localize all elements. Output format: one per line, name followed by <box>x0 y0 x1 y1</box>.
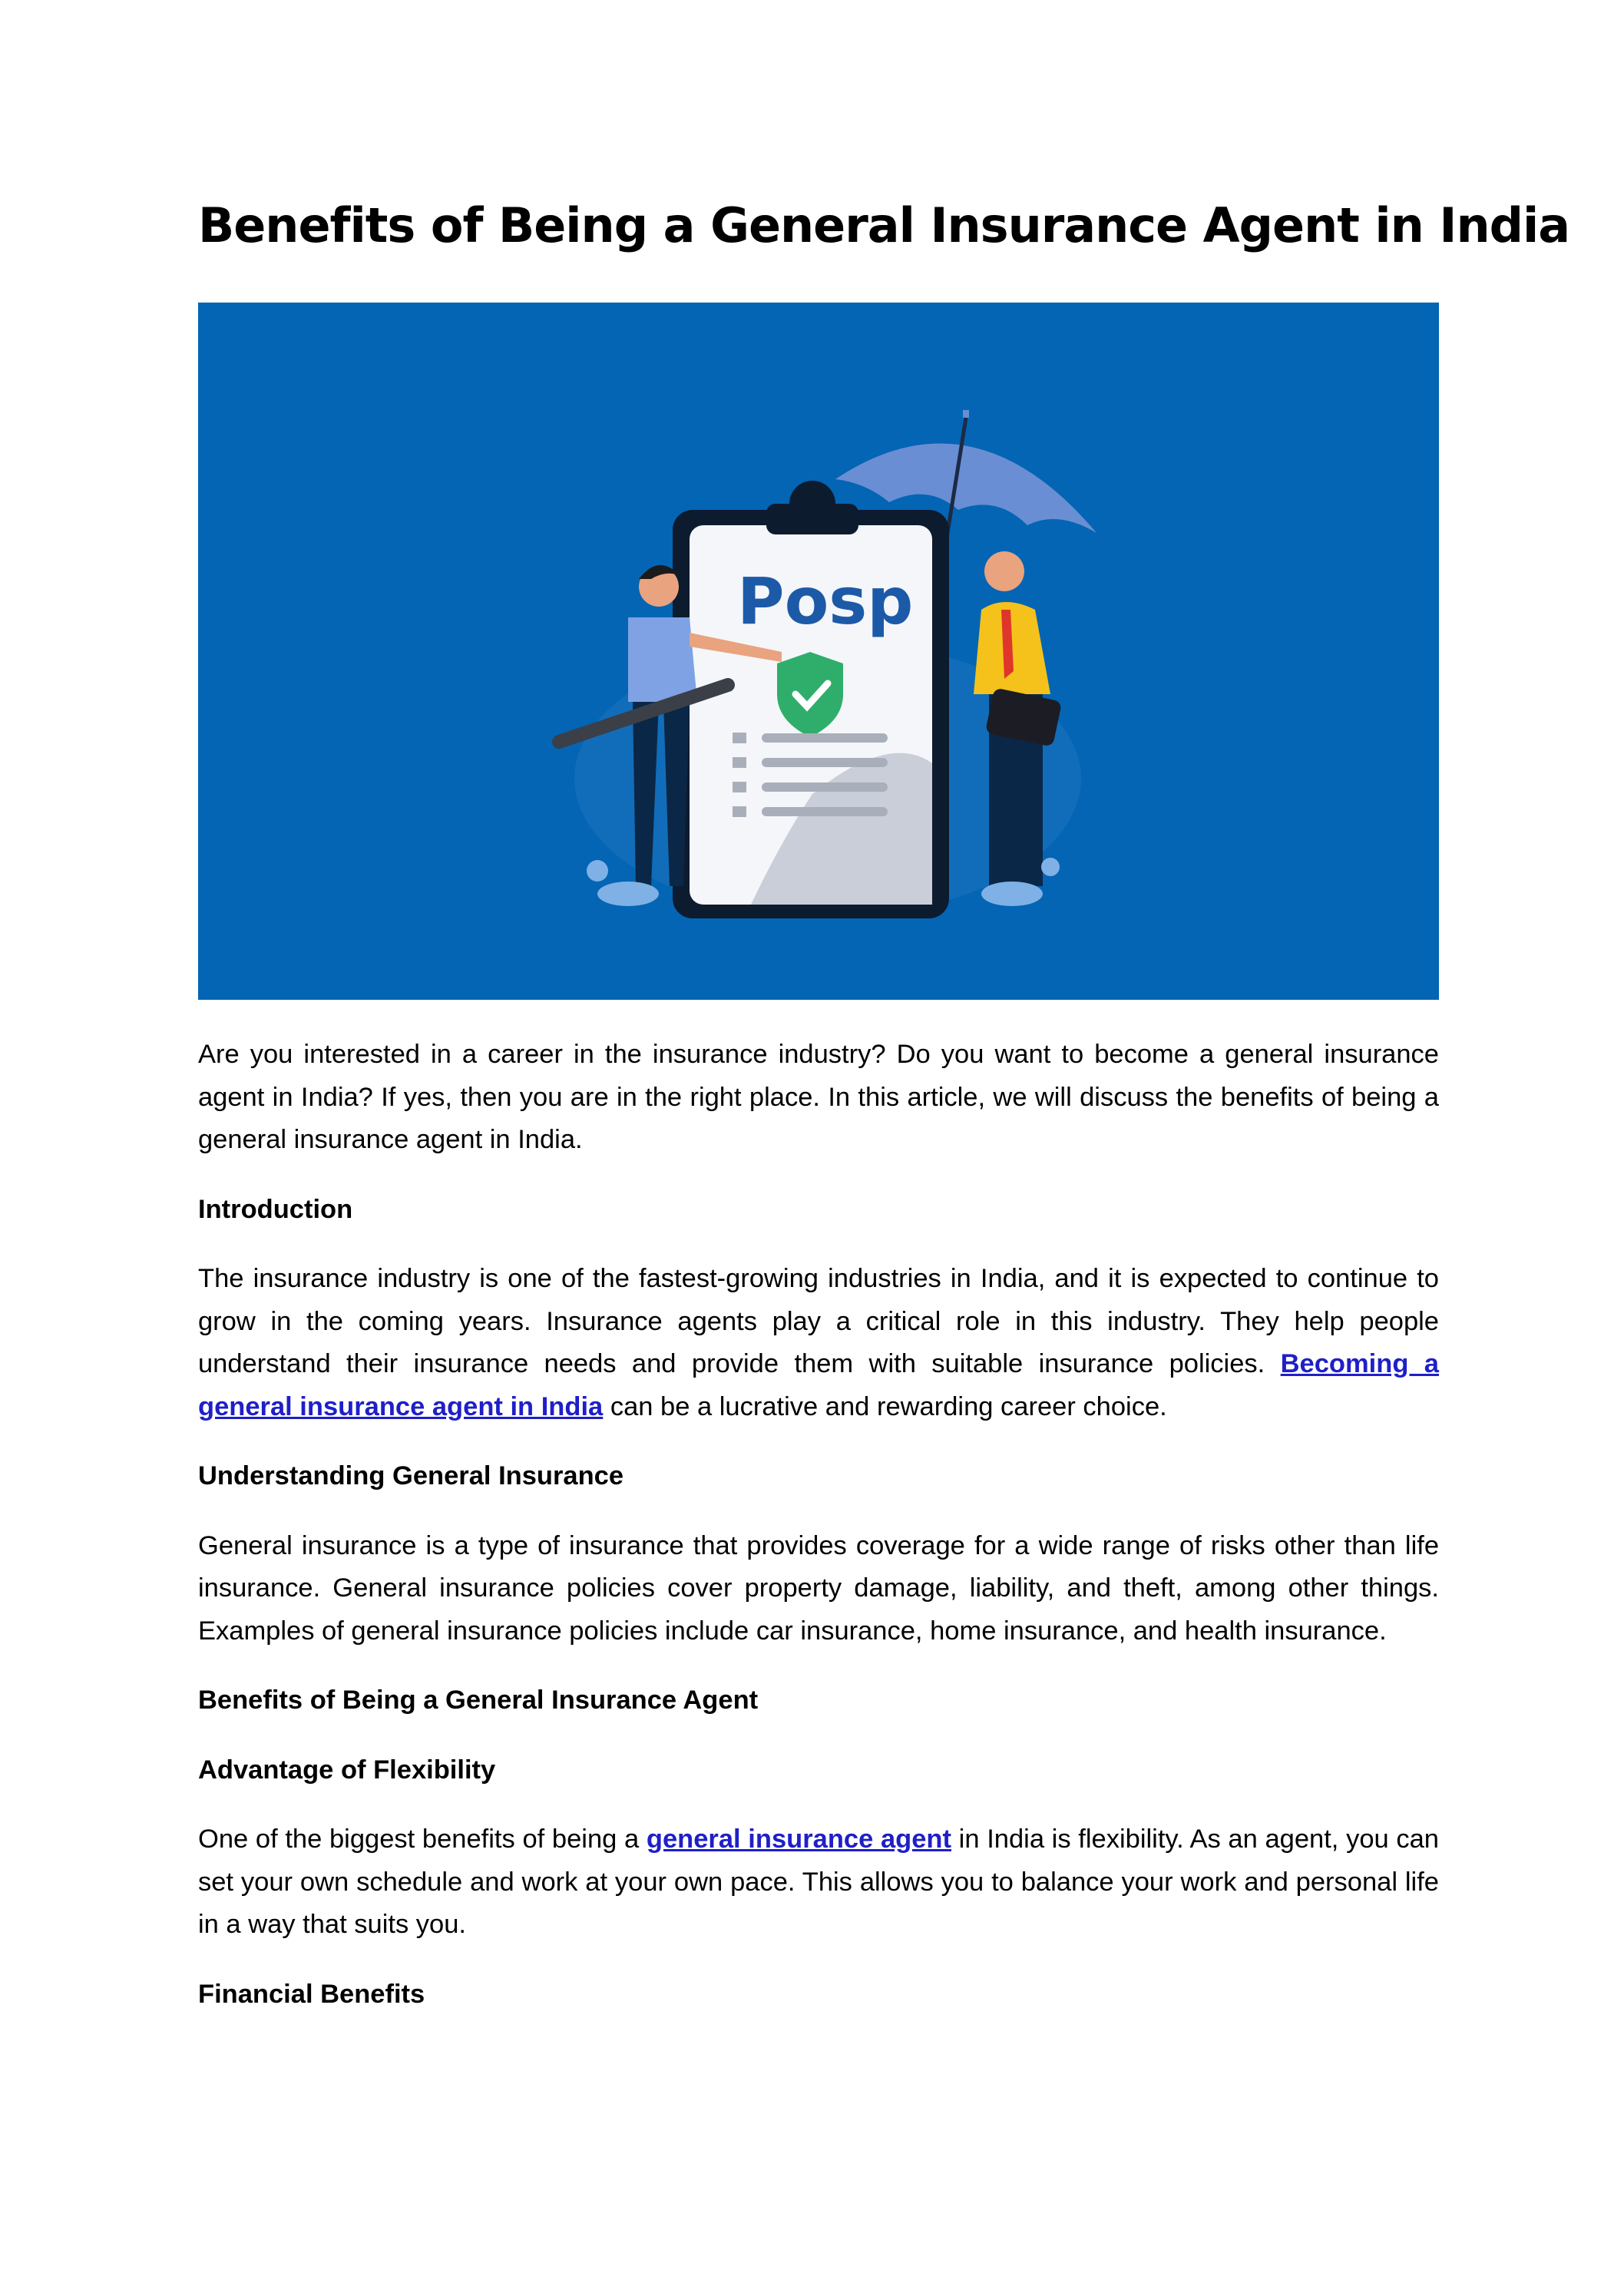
general-insurance-agent-link[interactable]: general insurance agent <box>646 1825 951 1854</box>
understanding-paragraph: General insurance is a type of insurance that provides coverage for a wide range of risks other than life insurance. General insurance policies cover property damage, liability, and theft, among other things. Examples of general insurance policies include car insurance, home insurance, and health insurance. <box>198 1530 1439 1646</box>
introduction-text-end: can be a lucrative and rewarding career choice. <box>603 1391 1167 1421</box>
benefits-heading: Benefits of Being a General Insurance Agent <box>198 1686 759 1715</box>
understanding-heading: Understanding General Insurance <box>198 1461 624 1490</box>
introduction-heading: Introduction <box>198 1194 353 1224</box>
article-body <box>198 1034 1439 2043</box>
financial-heading: Financial Benefits <box>198 1979 425 2009</box>
posp-illustration <box>198 303 1439 1000</box>
hero-illustration <box>198 303 1439 1000</box>
flexibility-heading: Advantage of Flexibility <box>198 1755 496 1785</box>
becoming-agent-link[interactable]: Becoming a general insurance agent in India <box>198 1349 1439 1421</box>
flexibility-text: One of the biggest benefits of being a <box>198 1825 647 1854</box>
article-title: Benefits of Being a General Insurance Agent in India <box>198 197 1570 253</box>
introduction-text: The insurance industry is one of the fastest-growing industries in India, and it is expected to continue to grow in the coming years. Insurance agents play a critical role in this industry. They help people understand their insurance needs and provide them with suitable insurance policies. <box>198 1264 1439 1378</box>
introduction-paragraph <box>198 1258 1439 1428</box>
clipboard-text: Posp <box>737 564 914 639</box>
intro-paragraph: Are you interested in a career in the insurance industry? Do you want to become a general insurance agent in India? If yes, then you are in the right place. In this article, we will discuss the benefits of being a general insurance agent in India. <box>198 1040 1439 1154</box>
flexibility-paragraph <box>198 1818 1439 1947</box>
flexibility-text-end: in India is flexibility. As an agent, you can set your own schedule and work at your own pace. This allows you to balance your work and personal life in a way that suits you. <box>198 1825 1439 1939</box>
